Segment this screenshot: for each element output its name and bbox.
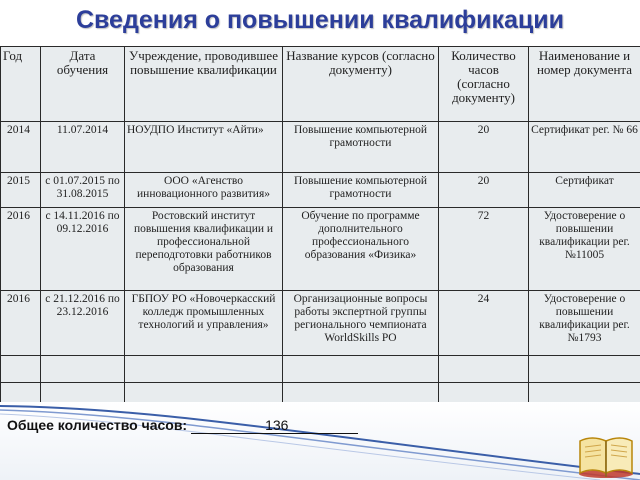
cell-date: с 14.11.2016 по 09.12.2016 bbox=[41, 208, 125, 291]
cell-year: 2015 bbox=[1, 173, 41, 208]
cell-course: Повышение компьютерной грамотности bbox=[283, 173, 439, 208]
total-hours bbox=[7, 417, 427, 437]
header-document: Наименование и номер документа bbox=[529, 47, 640, 122]
cell-course: Повышение компьютерной грамотности bbox=[283, 122, 439, 173]
cell-document: Удостоверение о повышении квалификации рег. №1793 bbox=[529, 291, 640, 356]
cell-empty bbox=[283, 356, 439, 383]
header-course: Название курсов (согласно документу) bbox=[283, 47, 439, 122]
header-year: Год bbox=[1, 47, 41, 122]
cell-institution: ГБПОУ РО «Новочеркасский колледж промышленных технологий и управления» bbox=[125, 291, 283, 356]
total-hours-label: Общее количество часов: bbox=[7, 417, 188, 433]
cell-empty bbox=[439, 356, 529, 383]
header-date: Дата обучения bbox=[41, 47, 125, 122]
cell-date: 11.07.2014 bbox=[41, 122, 125, 173]
total-hours-value: 136 bbox=[191, 417, 358, 434]
cell-course: Обучение по программе дополнительного профессионального образования «Физика» bbox=[283, 208, 439, 291]
cell-institution: Ростовский институт повышения квалификации и профессиональной переподготовки работников образования bbox=[125, 208, 283, 291]
cell-hours: 20 bbox=[439, 122, 529, 173]
cell-institution: НОУДПО Институт «Айти» bbox=[125, 122, 283, 173]
cell-document: Сертификат рег. № 66 bbox=[529, 122, 640, 173]
cell-institution: ООО «Агенство инновационного развития» bbox=[125, 173, 283, 208]
cell-empty bbox=[125, 356, 283, 383]
cell-empty bbox=[1, 356, 41, 383]
page-title: Сведения о повышении квалификации bbox=[75, 6, 565, 34]
cell-year: 2014 bbox=[1, 122, 41, 173]
table-row bbox=[1, 291, 640, 356]
cell-date: с 21.12.2016 по 23.12.2016 bbox=[41, 291, 125, 356]
table-row bbox=[1, 122, 640, 173]
cell-document: Удостоверение о повышении квалификации рег. №11005 bbox=[529, 208, 640, 291]
open-book-icon bbox=[576, 433, 636, 479]
cell-course: Организационные вопросы работы экспертной группы регионального чемпионата WorldSkills PO bbox=[283, 291, 439, 356]
cell-hours: 24 bbox=[439, 291, 529, 356]
cell-empty bbox=[529, 356, 640, 383]
cell-year: 2016 bbox=[1, 208, 41, 291]
cell-hours: 72 bbox=[439, 208, 529, 291]
table-header-row bbox=[1, 47, 640, 122]
header-institution: Учреждение, проводившее повышение квалификации bbox=[125, 47, 283, 122]
table-row bbox=[1, 173, 640, 208]
decorative-wave bbox=[0, 404, 640, 480]
cell-hours: 20 bbox=[439, 173, 529, 208]
cell-document: Сертификат bbox=[529, 173, 640, 208]
table-row-empty bbox=[1, 356, 640, 383]
qualification-table bbox=[0, 46, 640, 410]
header-hours: Количество часов (согласно документу) bbox=[439, 47, 529, 122]
cell-year: 2016 bbox=[1, 291, 41, 356]
cell-date: с 01.07.2015 по 31.08.2015 bbox=[41, 173, 125, 208]
table-row bbox=[1, 208, 640, 291]
cell-empty bbox=[41, 356, 125, 383]
